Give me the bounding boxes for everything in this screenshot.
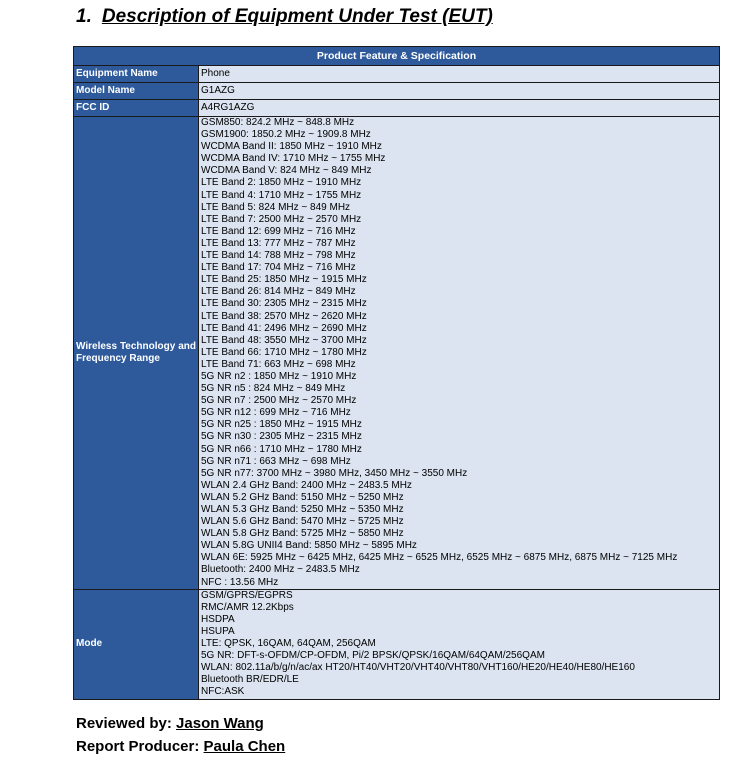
list-item: LTE Band 4: 1710 MHz ~ 1755 MHz bbox=[201, 189, 362, 201]
section-title bbox=[76, 6, 493, 28]
list-item: NFC:ASK bbox=[201, 686, 245, 698]
list-item: LTE Band 25: 1850 MHz ~ 1915 MHz bbox=[201, 274, 367, 286]
list-item: LTE Band 12: 699 MHz ~ 716 MHz bbox=[201, 225, 356, 237]
list-item: 5G NR n66 : 1710 MHz ~ 1780 MHz bbox=[201, 443, 362, 455]
reviewer-name: Jason Wang bbox=[176, 715, 264, 732]
list-item: LTE Band 41: 2496 MHz ~ 2690 MHz bbox=[201, 322, 367, 334]
list-item: GSM/GPRS/EGPRS bbox=[201, 589, 293, 601]
table-row bbox=[74, 66, 720, 83]
reviewed-by-label: Reviewed by: bbox=[76, 715, 172, 732]
list-item: WLAN 5.8 GHz Band: 5725 MHz ~ 5850 MHz bbox=[201, 528, 404, 540]
list-item: HSUPA bbox=[201, 625, 235, 637]
table-header: Product Feature & Specification bbox=[74, 47, 720, 66]
section-heading: Description of Equipment Under Test (EUT) bbox=[101, 6, 493, 27]
list-item: RMC/AMR 12.2Kbps bbox=[201, 601, 294, 613]
list-item: 5G NR n7 : 2500 MHz ~ 2570 MHz bbox=[201, 395, 357, 407]
list-item: WLAN 5.8G UNII4 Band: 5850 MHz ~ 5895 MHz bbox=[201, 540, 417, 552]
list-item: WLAN 5.6 GHz Band: 5470 MHz ~ 5725 MHz bbox=[201, 516, 404, 528]
list-item: WCDMA Band IV: 1710 MHz ~ 1755 MHz bbox=[201, 153, 386, 165]
list-item: Bluetooth BR/EDR/LE bbox=[201, 674, 299, 686]
list-item: 5G NR n77: 3700 MHz ~ 3980 MHz, 3450 MHz ~ 3550 MHz bbox=[201, 467, 468, 479]
wireless-technology-label: Wireless Technology and Frequency Range bbox=[74, 117, 199, 590]
table-row bbox=[74, 117, 720, 590]
fcc-id-label: FCC ID bbox=[74, 100, 199, 117]
list-item: LTE Band 17: 704 MHz ~ 716 MHz bbox=[201, 262, 356, 274]
model-name-value: G1AZG bbox=[199, 83, 720, 100]
equipment-name-label: Equipment Name bbox=[74, 66, 199, 83]
list-item: WLAN: 802.11a/b/g/n/ac/ax HT20/HT40/VHT20/VHT40/VHT80/VHT160/HE20/HE40/HE80/HE160 bbox=[201, 662, 635, 674]
list-item: 5G NR n2 : 1850 MHz ~ 1910 MHz bbox=[201, 370, 357, 382]
list-item: 5G NR n25 : 1850 MHz ~ 1915 MHz bbox=[201, 419, 362, 431]
table-row bbox=[74, 589, 720, 699]
equipment-name-value: Phone bbox=[199, 66, 720, 83]
list-item: HSDPA bbox=[201, 613, 235, 625]
reviewed-by bbox=[76, 715, 264, 732]
spec-table bbox=[73, 46, 720, 700]
list-item: LTE Band 5: 824 MHz ~ 849 MHz bbox=[201, 201, 351, 213]
list-item: WCDMA Band V: 824 MHz ~ 849 MHz bbox=[201, 165, 372, 177]
list-item: NFC : 13.56 MHz bbox=[201, 576, 279, 588]
section-number: 1. bbox=[76, 6, 92, 27]
producer-name: Paula Chen bbox=[203, 738, 286, 755]
table-header-row bbox=[74, 47, 720, 66]
list-item: LTE Band 66: 1710 MHz ~ 1780 MHz bbox=[201, 346, 367, 358]
wireless-technology-values bbox=[199, 117, 720, 590]
mode-label: Mode bbox=[74, 589, 199, 699]
list-item: LTE: QPSK, 16QAM, 64QAM, 256QAM bbox=[201, 638, 376, 650]
list-item: WLAN 5.3 GHz Band: 5250 MHz ~ 5350 MHz bbox=[201, 504, 404, 515]
table-row bbox=[74, 100, 720, 117]
list-item: LTE Band 14: 788 MHz ~ 798 MHz bbox=[201, 250, 356, 262]
list-item: LTE Band 48: 3550 MHz ~ 3700 MHz bbox=[201, 334, 367, 346]
model-name-label: Model Name bbox=[74, 83, 199, 100]
mode-values bbox=[199, 589, 720, 699]
list-item: LTE Band 30: 2305 MHz ~ 2315 MHz bbox=[201, 298, 367, 310]
fcc-id-value: A4RG1AZG bbox=[199, 100, 720, 117]
list-item: WCDMA Band II: 1850 MHz ~ 1910 MHz bbox=[201, 141, 382, 153]
list-item: LTE Band 26: 814 MHz ~ 849 MHz bbox=[201, 286, 356, 298]
list-item: Bluetooth: 2400 MHz ~ 2483.5 MHz bbox=[201, 564, 360, 576]
list-item: LTE Band 2: 1850 MHz ~ 1910 MHz bbox=[201, 177, 362, 189]
list-item: GSM1900: 1850.2 MHz ~ 1909.8 MHz bbox=[201, 129, 371, 141]
report-producer-label: Report Producer: bbox=[76, 738, 200, 755]
list-item: WLAN 5.2 GHz Band: 5150 MHz ~ 5250 MHz bbox=[201, 491, 404, 503]
list-item: WLAN 2.4 GHz Band: 2400 MHz ~ 2483.5 MHz bbox=[201, 479, 412, 491]
list-item: 5G NR n5 : 824 MHz ~ 849 MHz bbox=[201, 383, 346, 395]
list-item: LTE Band 13: 777 MHz ~ 787 MHz bbox=[201, 237, 356, 249]
list-item: 5G NR n71 : 663 MHz ~ 698 MHz bbox=[201, 455, 351, 467]
list-item: LTE Band 7: 2500 MHz ~ 2570 MHz bbox=[201, 213, 362, 225]
list-item: GSM850: 824.2 MHz ~ 848.8 MHz bbox=[201, 117, 355, 128]
list-item: LTE Band 71: 663 MHz ~ 698 MHz bbox=[201, 358, 356, 370]
list-item: 5G NR n12 : 699 MHz ~ 716 MHz bbox=[201, 407, 351, 419]
list-item: LTE Band 38: 2570 MHz ~ 2620 MHz bbox=[201, 310, 367, 322]
list-item: 5G NR: DFT-s-OFDM/CP-OFDM, Pi/2 BPSK/QPSK/16QAM/64QAM/256QAM bbox=[201, 650, 545, 662]
list-item: 5G NR n30 : 2305 MHz ~ 2315 MHz bbox=[201, 431, 362, 443]
table-row bbox=[74, 83, 720, 100]
list-item: WLAN 6E: 5925 MHz ~ 6425 MHz, 6425 MHz ~ 6525 MHz, 6525 MHz ~ 6875 MHz, 6875 MHz ~ 7125 MHz bbox=[201, 552, 678, 564]
report-producer bbox=[76, 738, 285, 755]
